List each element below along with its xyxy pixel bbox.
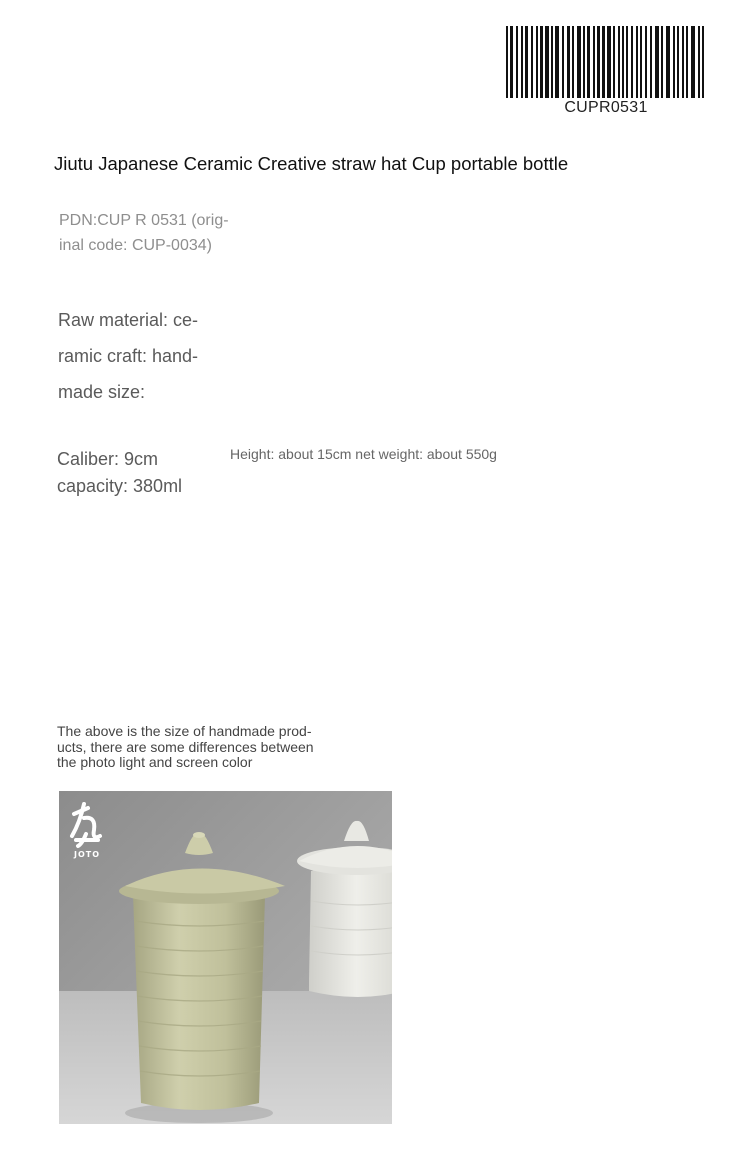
barcode-bar (531, 26, 533, 98)
barcode-bar (655, 26, 659, 98)
barcode-bar (545, 26, 549, 98)
height-weight-text: Height: about 15cm net weight: about 550g (230, 446, 497, 462)
barcode-bar (510, 26, 513, 98)
barcode-bar (645, 26, 647, 98)
barcode-bar (516, 26, 518, 98)
barcode-bar (698, 26, 700, 98)
barcode-bar (506, 26, 508, 98)
barcode-bar (562, 26, 564, 98)
barcode-bar (622, 26, 624, 98)
barcode-bar (673, 26, 675, 98)
barcode-bar (583, 26, 585, 98)
barcode-bar (677, 26, 679, 98)
barcode-bar (567, 26, 570, 98)
barcode-bar (597, 26, 600, 98)
material-spec-text: Raw material: ce-ramic craft: hand-made size: (58, 310, 199, 402)
barcode-bar (593, 26, 595, 98)
barcode-bar (525, 26, 528, 98)
barcode-bar (602, 26, 605, 98)
product-photo (59, 791, 392, 1124)
disclaimer-note: The above is the size of handmade prod-ucts, there are some differences between the photo light and screen color (57, 723, 314, 770)
capacity-text: capacity: 380ml (57, 476, 183, 496)
barcode-bar (682, 26, 684, 98)
barcode-bar (631, 26, 633, 98)
barcode-bar (636, 26, 638, 98)
barcode-bar (536, 26, 538, 98)
caliber-text: Caliber: 9cm (57, 449, 159, 469)
product-title: Jiutu Japanese Ceramic Creative straw hat Cup portable bottle (54, 153, 569, 174)
barcode-bar (551, 26, 553, 98)
barcode-bar (613, 26, 615, 98)
product-code-text: PDN:CUP R 0531 (orig-inal code: CUP-0034) (59, 212, 229, 254)
barcode-bar (577, 26, 581, 98)
barcode-bar (587, 26, 590, 98)
barcode-bar (618, 26, 620, 98)
barcode-bar (702, 26, 704, 98)
barcode-bar (607, 26, 611, 98)
barcode-bar (666, 26, 670, 98)
barcode-bar (626, 26, 628, 98)
barcode-bar (572, 26, 574, 98)
barcode-bar (661, 26, 663, 98)
barcode-bar (650, 26, 652, 98)
barcode-bar (555, 26, 559, 98)
barcode-bar (521, 26, 523, 98)
barcode-bar (540, 26, 543, 98)
barcode-image (505, 26, 707, 98)
barcode-bar (691, 26, 695, 98)
brand-logo-text: JOTO (73, 850, 101, 859)
barcode-bar (686, 26, 688, 98)
barcode-number: CUPR0531 (564, 99, 648, 116)
barcode-bar (640, 26, 642, 98)
